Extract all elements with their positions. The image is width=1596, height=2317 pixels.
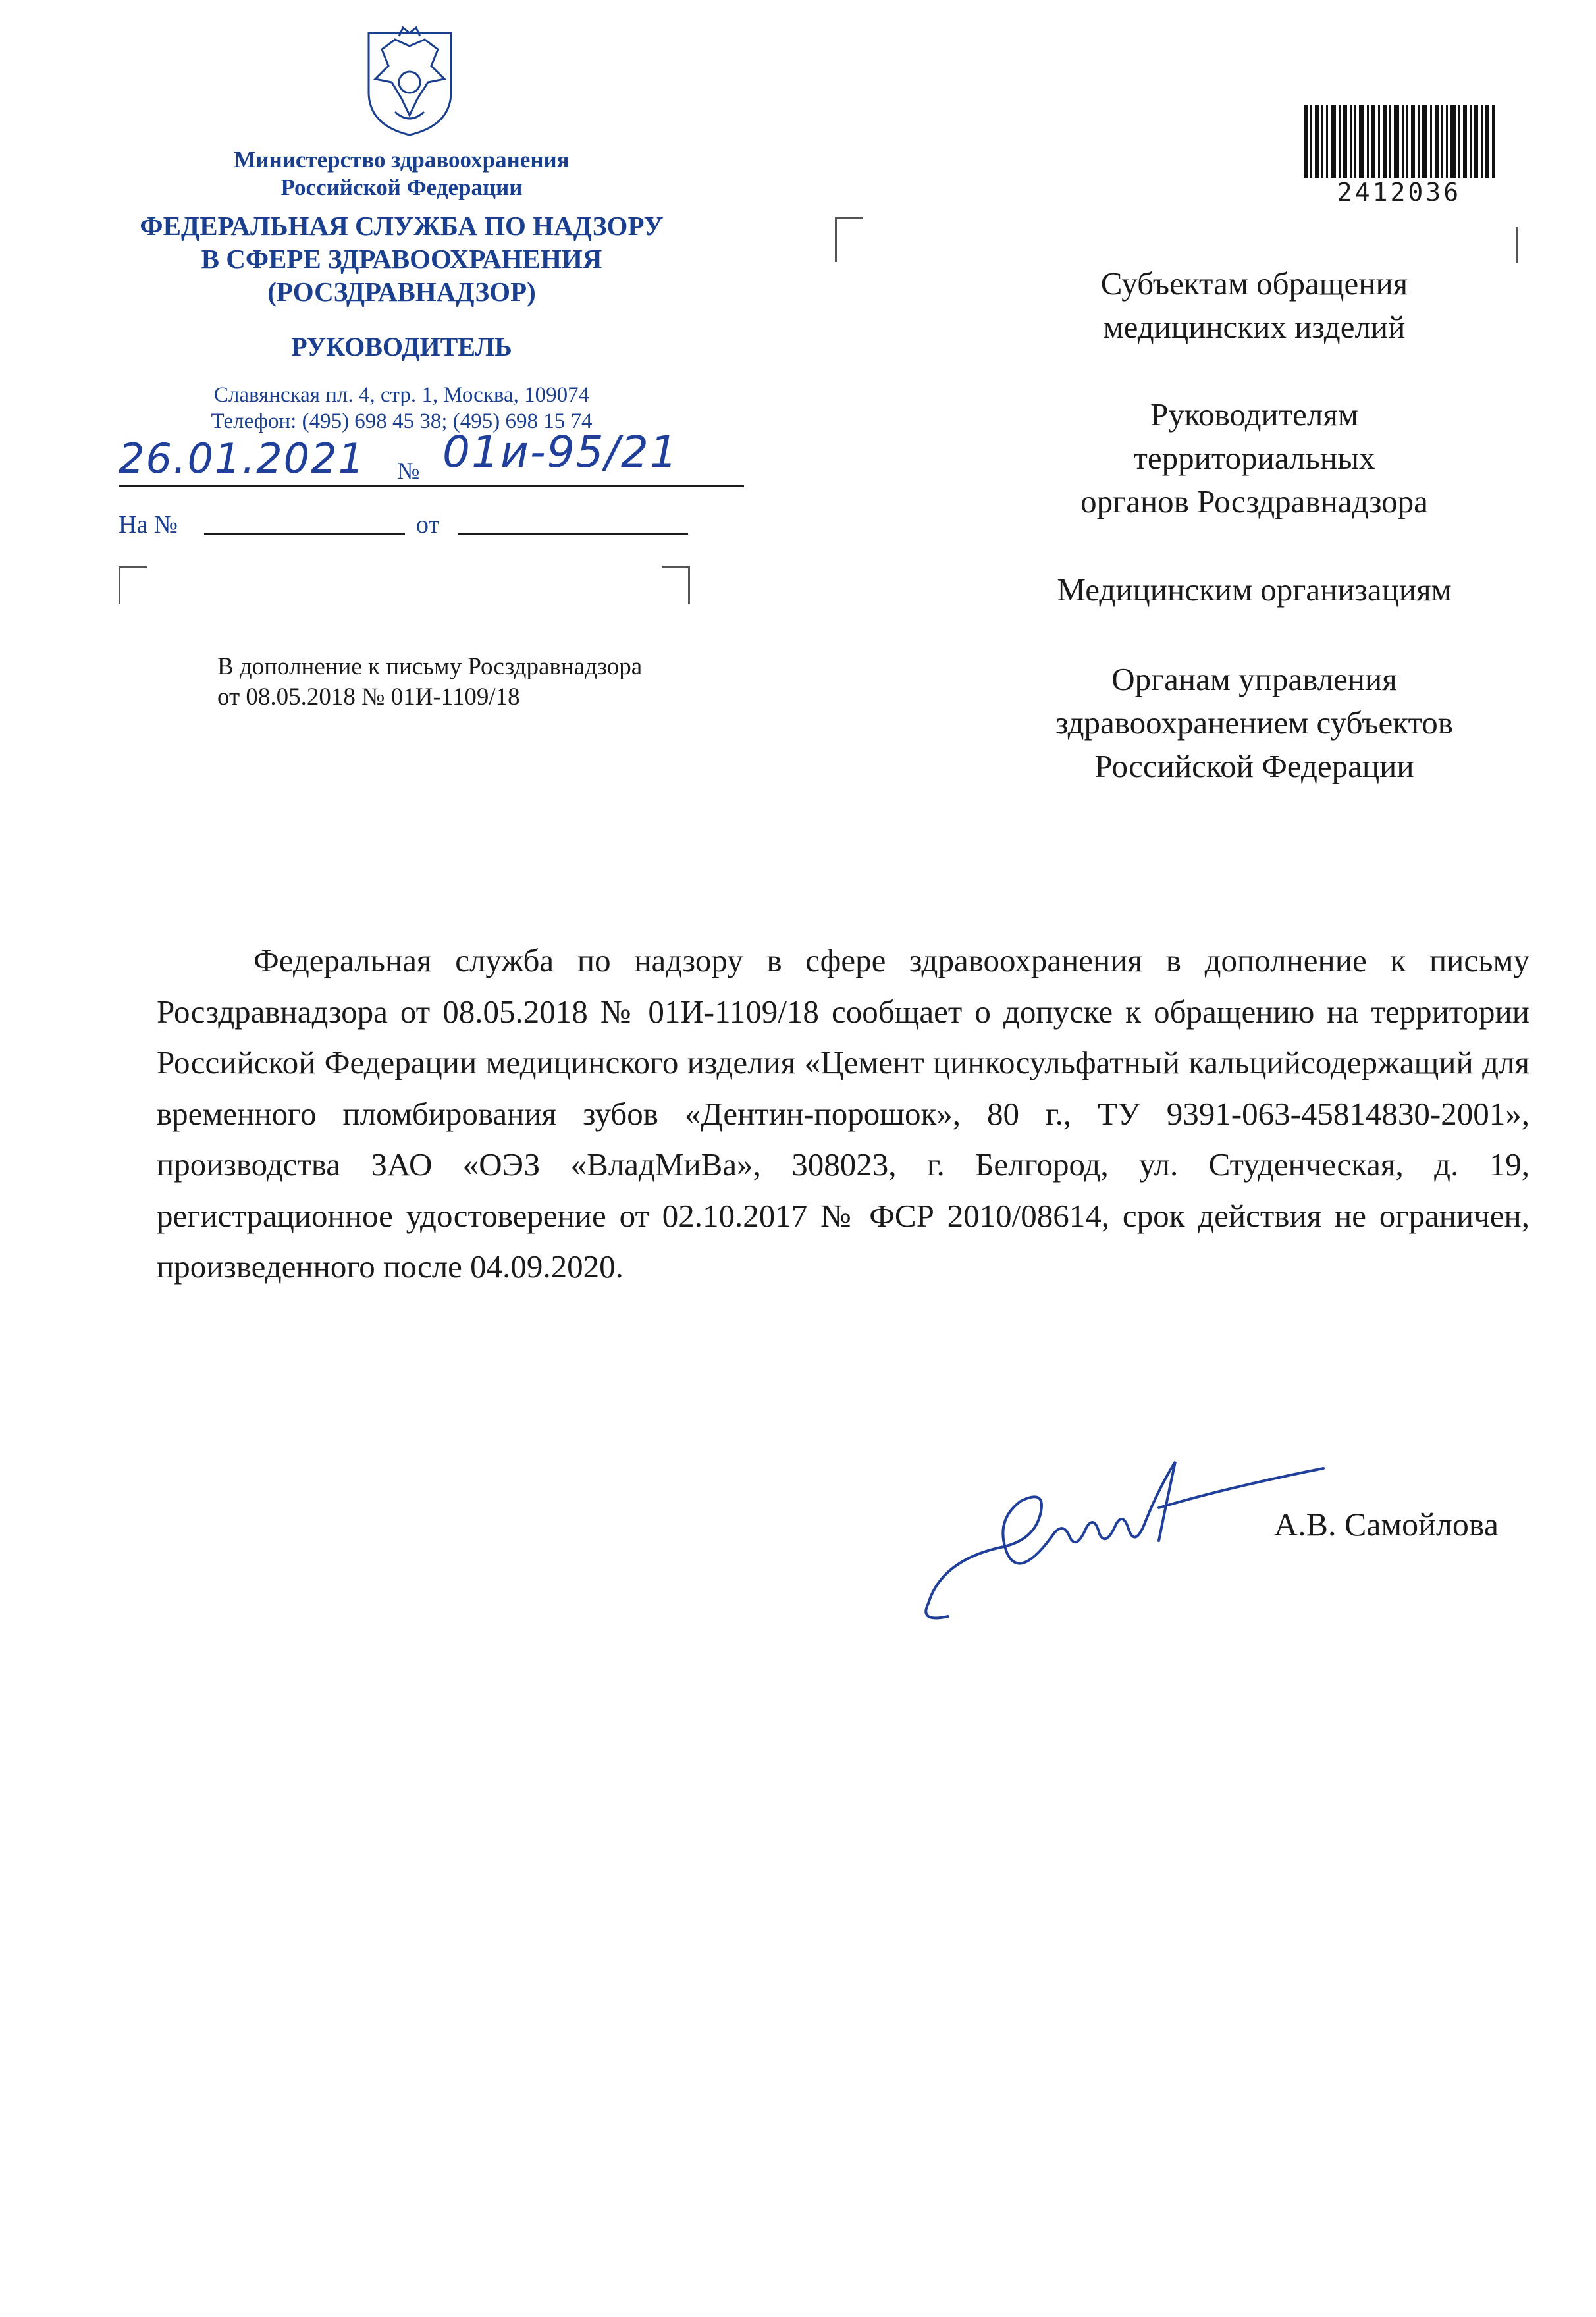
ministry-line: Министерство здравоохранения: [234, 147, 570, 173]
corner-mark: [119, 566, 147, 604]
agency-line: В СФЕРЕ ЗДРАВООХРАНЕНИЯ: [201, 244, 602, 274]
agency-line: ФЕДЕРАЛЬНАЯ СЛУЖБА ПО НАДЗОРУ: [140, 211, 664, 241]
addressee-block: [922, 262, 1587, 349]
addressee-line: медицинских изделий: [1103, 309, 1406, 345]
addressee-line: Руководителям: [1150, 396, 1358, 433]
registration-number: 01и-95/21: [442, 427, 679, 477]
addressee-line: Субъектам обращения: [1100, 265, 1408, 302]
addressee-block: [922, 393, 1587, 523]
ministry-name: [105, 146, 698, 201]
position-title: РУКОВОДИТЕЛЬ: [291, 332, 512, 361]
address-line: Славянская пл. 4, стр. 1, Москва, 109074: [213, 383, 590, 407]
agency-line: (РОСЗДРАВНАДЗОР): [267, 277, 536, 307]
agency-name: [86, 209, 718, 308]
corner-mark: [1516, 227, 1518, 263]
reply-number-line: [204, 533, 405, 535]
registration-number-label: №: [397, 458, 420, 484]
reply-from-label: от: [416, 511, 440, 539]
addressee-line: Российской Федерации: [1094, 748, 1414, 784]
barcode-icon: [1304, 105, 1495, 178]
body-paragraph: Федеральная служба по надзору в сфере здравоохранения в дополнение к письму Росздравнадзора от 08.05.2018 № 01И-1109/18 сообщает о допуске к обращению на территории Российской Федерации медицинского изделия «Цемент цинкосульфатный кальцийсодержащий для временного пломбирования зубов «Дентин-порошок», 80 г., ТУ 9391-063-45814830-2001», производства ЗАО «ОЭЗ «ВладМиВа», 308023, г. Белгород, ул. Студенческая, д. 19, регистрационное удостоверение от 02.10.2017 № ФСР 2010/08614, срок действия не ограничен, произведенного после 04.09.2020.: [157, 942, 1530, 1285]
registration-underline: [119, 485, 744, 487]
addressee-line: органов Росздравнадзора: [1080, 483, 1428, 519]
addressee-line: Органам управления: [1111, 661, 1397, 697]
addressee-line: здравоохранением субъектов: [1055, 705, 1453, 741]
addressee-line: Медицинским организациям: [1057, 572, 1452, 608]
addressee-block: [922, 658, 1587, 788]
corner-mark: [835, 217, 863, 262]
addition-note: [217, 652, 642, 712]
ministry-line: Российской Федерации: [280, 174, 523, 200]
addition-line: В дополнение к письму Росздравнадзора: [217, 653, 643, 680]
addition-line: от 08.05.2018 № 01И-1109/18: [217, 683, 520, 710]
state-emblem-icon: [356, 20, 464, 138]
registration-date: 26.01.2021: [119, 435, 365, 483]
reply-date-line: [458, 533, 688, 535]
signature-icon: [922, 1429, 1330, 1626]
corner-mark: [662, 566, 690, 604]
barcode-number: 2412036: [1337, 178, 1462, 207]
signer-name: А.В. Самойлова: [1274, 1506, 1499, 1543]
addressee-line: территориальных: [1133, 440, 1375, 476]
reply-number-label: На №: [119, 511, 178, 539]
phone-line: Телефон: (495) 698 45 38; (495) 698 15 74: [211, 410, 593, 433]
addressee-block: [922, 568, 1587, 612]
